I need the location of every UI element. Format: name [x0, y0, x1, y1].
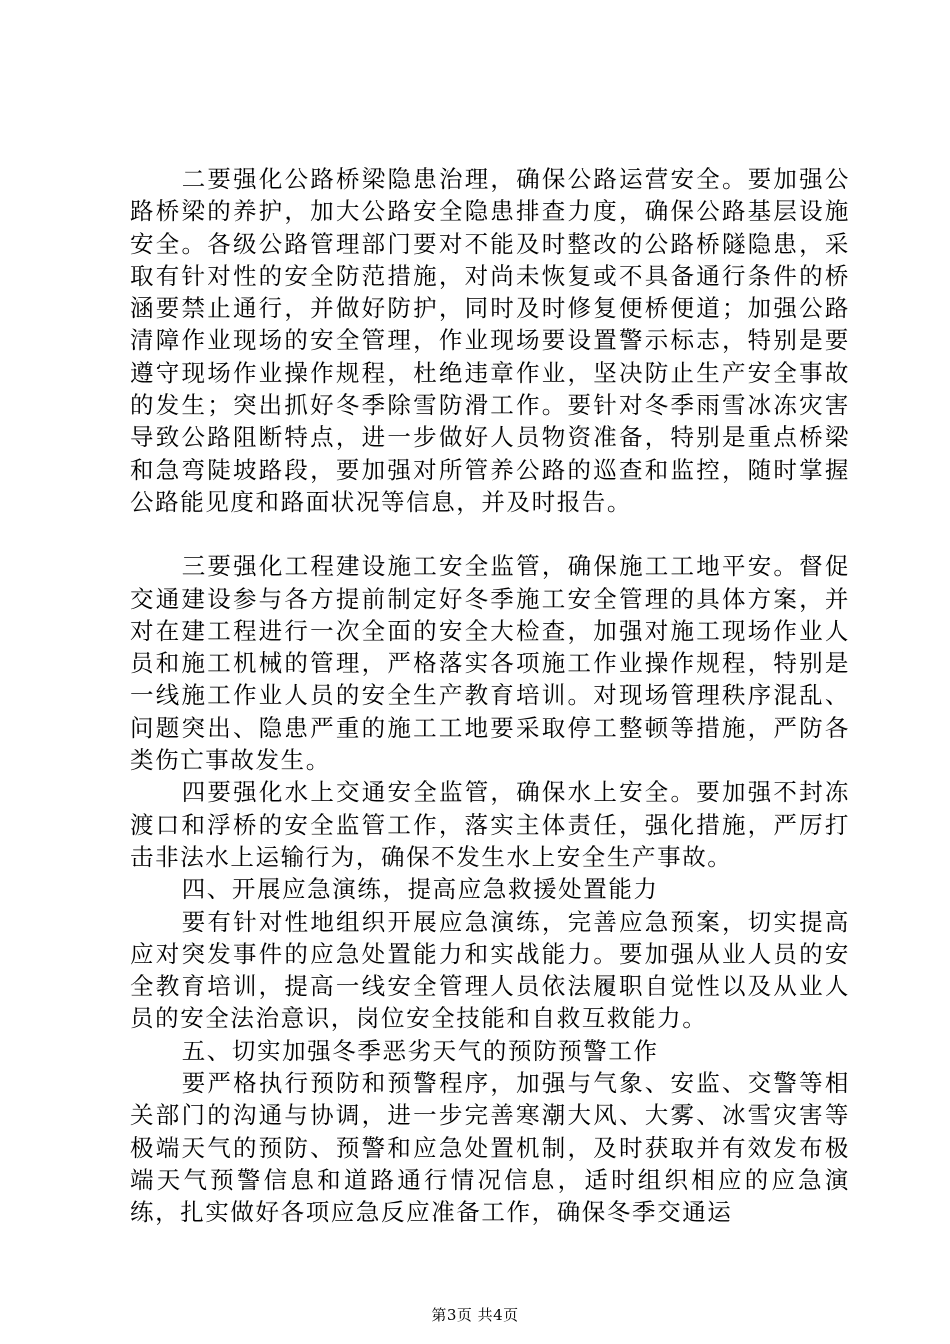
paragraph-emergency-drills: 要有针对性地组织开展应急演练，完善应急预案，切实提高应对突发事件的应急处置能力和实战能力。要加强从业人员的安全教育培训，提高一线安全管理人员依法履职自觉性以及从业人员的安全法治意识，岗位安全技能和自救互救能力。 [130, 907, 850, 1033]
section-heading-weather-warning: 五、切实加强冬季恶劣天气的预防预警工作 [181, 1036, 659, 1065]
section-heading-emergency-drills: 四、开展应急演练，提高应急救援处置能力 [181, 875, 659, 904]
paragraph-gap [130, 518, 850, 550]
paragraph-weather-warning: 要严格执行预防和预警程序，加强与气象、安监、交警等相关部门的沟通与协调，进一步完善寒潮大风、大雾、冰雪灾害等极端天气的预防、预警和应急处置机制，及时获取并有效发布极端天气预警信息和道路通行情况信息，适时组织相应的应急演练，扎实做好各项应急反应准备工作，确保冬季交通运 [130, 1069, 850, 1227]
page-number-footer: 第3页 共4页 [431, 1306, 519, 1324]
paragraph-water-traffic-safety: 四要强化水上交通安全监管，确保水上安全。要加强不封冻渡口和浮桥的安全监管工作，落实主体责任，强化措施，严厉打击非法水上运输行为，确保不发生水上安全生产事故。 [130, 778, 850, 871]
paragraph-bridge-safety: 二要强化公路桥梁隐患治理，确保公路运营安全。要加强公路桥梁的养护，加大公路安全隐患排查力度，确保公路基层设施安全。各级公路管理部门要对不能及时整改的公路桥隧隐患，采取有针对性的安全防范措施，对尚未恢复或不具备通行条件的桥涵要禁止通行，并做好防护，同时及时修复便桥便道；加强公路清障作业现场的安全管理，作业现场要设置警示标志，特别是要遵守现场作业操作规程，杜绝违章作业，坚决防止生产安全事故的发生；突出抓好冬季除雪防滑工作。要针对冬季雨雪冰冻灾害导致公路阻断特点，进一步做好人员物资准备，特别是重点桥梁和急弯陡坡路段，要加强对所管养公路的巡查和监控，随时掌握公路能见度和路面状况等信息，并及时报告。 [130, 165, 850, 516]
paragraph-construction-safety: 三要强化工程建设施工安全监管，确保施工工地平安。督促交通建设参与各方提前制定好冬季施工安全管理的具体方案，并对在建工程进行一次全面的安全大检查，加强对施工现场作业人员和施工机械的管理，严格落实各项施工作业操作规程，特别是一线施工作业人员的安全生产教育培训。对现场管理秩序混乱、问题突出、隐患严重的施工工地要采取停工整顿等措施，严防各类伤亡事故发生。 [130, 552, 850, 775]
document-body [130, 163, 850, 1229]
